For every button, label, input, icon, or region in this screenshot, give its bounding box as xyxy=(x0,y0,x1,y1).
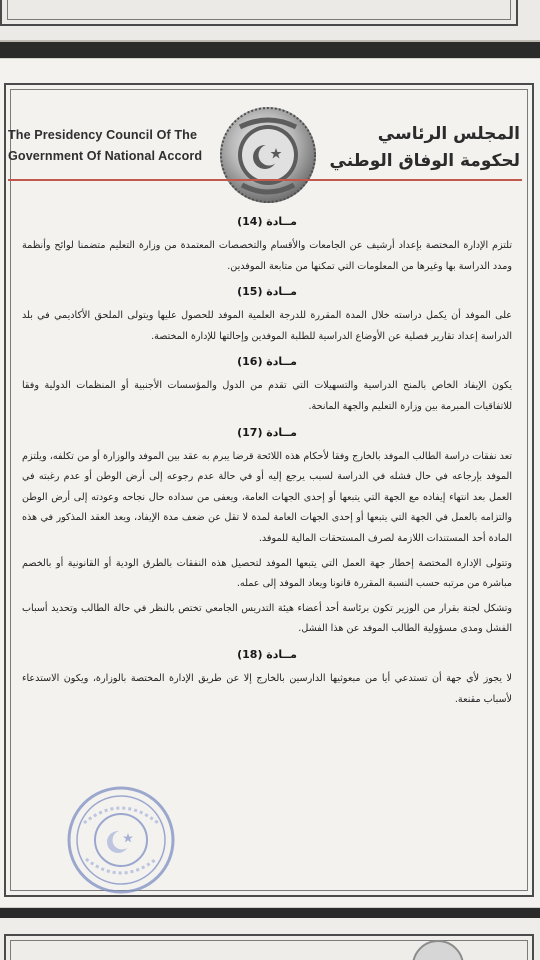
letterhead xyxy=(0,103,540,179)
letterhead-divider xyxy=(8,179,522,181)
article-paragraph: لا يجوز لأي جهة أن تستدعي أيا من مبعوثيها الدارسين بالخارج إلا عن طريق الإدارة المختصة بالوزارة، ويكون الاستدعاء لأسباب مقنعة. xyxy=(22,672,512,705)
article-paragraph: على الموفد أن يكمل دراسته خلال المدة المقررة للدرجة العلمية الموفد للحصول عليها ويتولى الملحق الأكاديمي في بلد الدراسة إعداد تقارير فصلية عن الأوضاع الدراسية للطلبة الموفدين وإحالتها للإدارة المختصة. xyxy=(22,310,512,342)
english-title-line-1: The Presidency Council Of The xyxy=(8,128,198,142)
arabic-title xyxy=(330,121,520,175)
arabic-title-line-2: لحكومة الوفاق الوطني xyxy=(329,151,520,171)
article-paragraph: وتشكل لجنة بقرار من الوزير تكون برئاسة أحد أعضاء هيئة التدريس الجامعي تختص بالنظر في حالة الطالب وتحديد أسباب الفشل ومدى مسؤولية الطالب الموفد عن هذا الفشل. xyxy=(22,602,512,635)
article-title: مــادة (18) xyxy=(237,647,297,661)
english-title-line-2: Government Of National Accord xyxy=(8,149,203,163)
article-title: مــادة (15) xyxy=(237,285,297,299)
next-page-edge xyxy=(0,918,540,960)
crescent-star-seal-icon xyxy=(218,105,318,205)
article-title: مــادة (17) xyxy=(237,425,297,439)
article-title: مــادة (14) xyxy=(237,215,297,228)
article-paragraph: تعد نفقات دراسة الطالب الموفد بالخارج وفقا لأحكام هذه اللائحة قرضا يبرم به عقد بين الموفد والوزارة أو من تكلفه، ويلتزم الموفد بإرجاعه في حال فشله في الدراسة لسبب يرجع إليه أو في حالة عدم رجوعه إلى أرض الوطن أو عدم رغبته في العمل بعد انتهاء إيفاده مع الجهة التي يتبعها أو إحدى الجهات العامة، ويعفى من سداده حال نجاحه وعودته إلى أرض الوطن والتزامه بالعمل في الجهة التي يتبعها أو إحدى الجهات العامة لمدة لا تقل عن ضعف مدة الإيفاد، ويعد العقد المذكور في هذه المادة أحد المستندات اللازمة لصرف المستحقات المالية للموفد. xyxy=(22,450,512,544)
previous-page-edge xyxy=(0,0,540,42)
previous-page-border xyxy=(0,0,518,26)
article-paragraph: تلتزم الإدارة المختصة بإعداد أرشيف عن الجامعات والأقسام والتخصصات المعتمدة من وزارة التعليم متضمنا لوائح وأنظمة ومدد الدراسة بها وغيرها من المعلومات التي تمكنها من متابعة الموفدين. xyxy=(22,240,512,272)
document-page xyxy=(0,58,540,908)
articles-body xyxy=(22,209,512,714)
english-title xyxy=(8,125,218,167)
arabic-title-line-1: المجلس الرئاسي xyxy=(377,124,520,144)
article-paragraph: يكون الإيفاد الخاص بالمنح الدراسية والتسهيلات التي تقدم من الدول والمؤسسات الأجنبية أو المنظمات الدولية وفقا للاتفاقيات المبرمة بين وزارة التعليم والجهة المانحة. xyxy=(22,380,512,412)
article-title: مــادة (16) xyxy=(237,355,297,369)
official-round-stamp-icon xyxy=(64,783,178,897)
article-paragraph: وتتولى الإدارة المختصة إخطار جهة العمل التي يتبعها الموفد لتحصيل هذه النفقات بالطرق الودية أو القانونية أو بالخصم مباشرة من مرتبه حسب النسبة المقررة قانونا ويعاد الموفد إلى عمله. xyxy=(22,557,512,590)
